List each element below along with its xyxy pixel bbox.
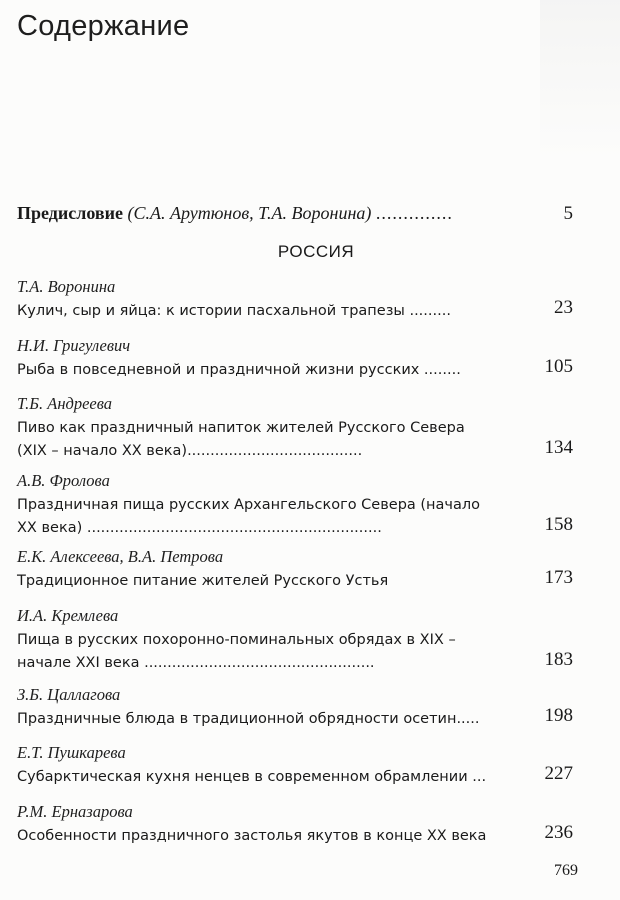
entry-title-line: Праздничная пища русских Архангельского Севера (начало: [17, 497, 481, 513]
entry-page: 158: [544, 514, 573, 535]
entry-title: [17, 766, 517, 789]
entry-page: 134: [544, 437, 573, 458]
entry-page: 105: [544, 356, 573, 377]
entry-author: Е.Т. Пушкарева: [17, 743, 126, 762]
toc-entry[interactable]: [17, 684, 573, 731]
entry-title-line: Пища в русских похоронно-поминальных обрядах в XIX –: [17, 632, 456, 648]
entry-author: Е.К. Алексеева, В.А. Петрова: [17, 547, 224, 566]
entry-author: Н.И. Григулевич: [17, 336, 131, 355]
entry-author: З.Б. Цаллагова: [17, 685, 121, 704]
entry-page: 198: [544, 705, 573, 726]
preface-dots: ..............: [375, 203, 453, 223]
entry-title-line: начале XXI века ..................................................: [17, 655, 375, 671]
entry-title-line: (XIX – начало XX века)......................................: [17, 443, 363, 459]
entry-title: [17, 417, 517, 463]
section-heading: РОССИЯ: [277, 242, 355, 261]
preface-label: Предисловие: [17, 203, 123, 223]
entry-title-line: Субарктическая кухня ненцев в современном обрамлении ...: [17, 769, 487, 785]
entry-author: Т.Б. Андреева: [17, 394, 113, 413]
preface-page: 5: [563, 203, 573, 224]
toc-entry[interactable]: [17, 742, 573, 789]
entry-title-line: Пиво как праздничный напиток жителей Русского Севера: [17, 420, 465, 436]
toc-preface[interactable]: [17, 203, 573, 224]
entry-author: И.А. Кремлева: [17, 606, 119, 625]
entry-title-line: Кулич, сыр и яйца: к истории пасхальной трапезы .........: [17, 303, 451, 319]
entry-page: 173: [544, 567, 573, 588]
entry-title-line: Особенности праздничного застолья якутов в конце XX века: [17, 828, 487, 844]
toc-entry[interactable]: [17, 546, 573, 593]
entry-title-line: Рыба в повседневной и праздничной жизни русских ........: [17, 362, 461, 378]
entry-title: [17, 570, 517, 593]
entry-title: [17, 494, 517, 540]
toc-entry[interactable]: [17, 801, 573, 848]
entry-page: 183: [544, 649, 573, 670]
entry-title-line: Праздничные блюда в традиционной обрядности осетин.....: [17, 711, 480, 727]
toc-entry[interactable]: [17, 335, 573, 382]
page-title: Содержание: [17, 10, 190, 42]
entry-page: 227: [544, 763, 573, 784]
entry-title: [17, 825, 517, 848]
entry-author: А.В. Фролова: [17, 471, 110, 490]
toc-entry[interactable]: [17, 470, 573, 540]
entry-title: [17, 708, 517, 731]
toc-entry[interactable]: [17, 393, 573, 463]
entry-author: Р.М. Ерназарова: [17, 802, 133, 821]
entry-title: [17, 359, 517, 382]
entry-title: [17, 629, 517, 675]
entry-page: 23: [554, 297, 573, 318]
entry-title-line: XX века) ................................................................: [17, 520, 382, 536]
toc-entry[interactable]: [17, 276, 573, 323]
preface-authors: (С.А. Арутюнов, Т.А. Воронина): [127, 203, 372, 223]
bleed-through-shadow: [540, 0, 620, 160]
entry-title-line: Традиционное питание жителей Русского Устья: [17, 573, 389, 589]
entry-author: Т.А. Воронина: [17, 277, 116, 296]
entry-title: [17, 300, 517, 323]
toc-entry[interactable]: [17, 605, 573, 675]
entry-page: 236: [544, 822, 573, 843]
page-number: 769: [554, 862, 578, 879]
